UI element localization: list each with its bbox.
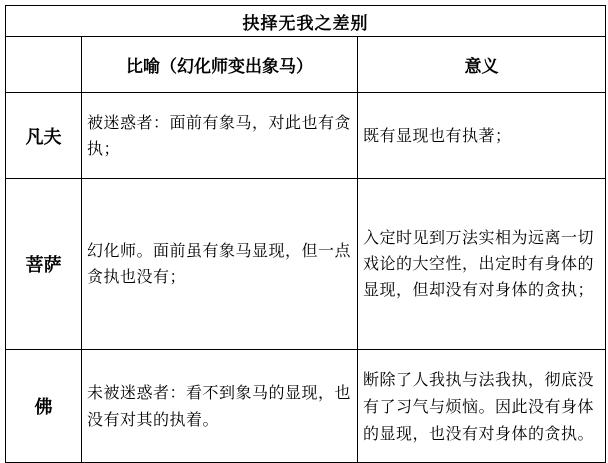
header-empty-cell (6, 37, 82, 93)
title-row (6, 6, 606, 37)
row-label-ordinary-being: 凡夫 (6, 93, 82, 179)
row-metaphor-cell: 未被迷惑者：看不到象马的显现，也没有对其的执着。 (82, 350, 358, 463)
table-title: 抉择无我之差别 (6, 6, 606, 37)
table-row (6, 93, 606, 179)
row-meaning-cell: 既有显现也有执著； (358, 93, 606, 179)
row-metaphor-cell: 幻化师。面前虽有象马显现，但一点贪执也没有； (82, 179, 358, 350)
row-label-bodhisattva: 菩萨 (6, 179, 82, 350)
row-meaning-cell: 入定时见到万法实相为远离一切戏论的大空性，出定时有身体的显现，但却没有对身体的贪执； (358, 179, 606, 350)
row-meaning-cell: 断除了人我执与法我执，彻底没有了习气与烦恼。因此没有身体的显现，也没有对身体的贪执。 (358, 350, 606, 463)
header-meaning: 意义 (358, 37, 606, 93)
header-metaphor: 比喻（幻化师变出象马） (82, 37, 358, 93)
header-row (6, 37, 606, 93)
row-label-buddha: 佛 (6, 350, 82, 463)
table-row (6, 179, 606, 350)
table-row (6, 350, 606, 463)
comparison-table (5, 5, 606, 463)
row-metaphor-cell: 被迷惑者：面前有象马，对此也有贪执； (82, 93, 358, 179)
